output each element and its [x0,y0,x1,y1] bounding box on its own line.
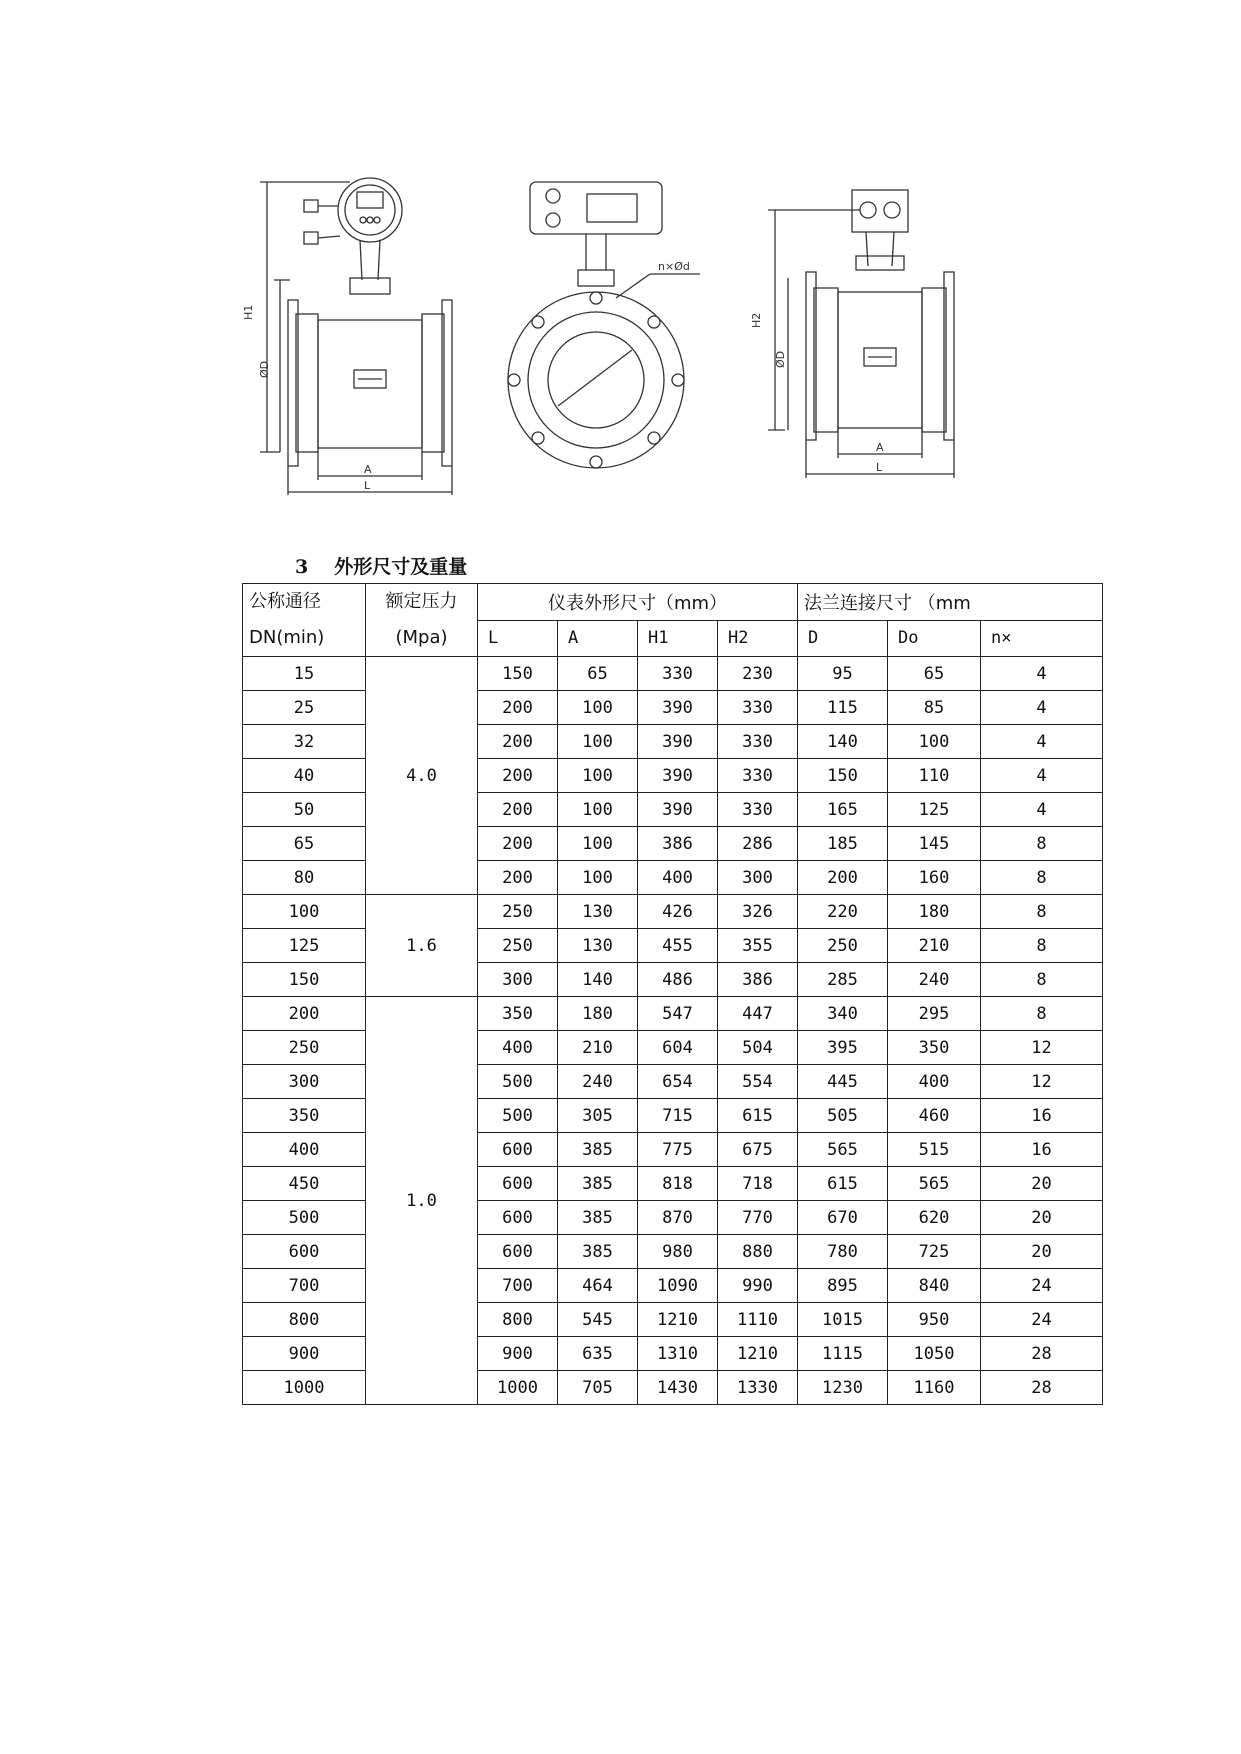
dn-cell: 125 [243,929,366,963]
value-cell: 615 [718,1099,798,1133]
value-cell: 600 [478,1133,558,1167]
value-cell: 210 [888,929,981,963]
value-cell: 300 [718,861,798,895]
a-label-2: A [876,441,884,454]
phi-d-label-2: ØD [774,350,787,368]
value-cell: 390 [638,759,718,793]
value-cell: 16 [981,1099,1103,1133]
dn-cell: 500 [243,1201,366,1235]
value-cell: 200 [478,691,558,725]
value-cell: 604 [638,1031,718,1065]
value-cell: 620 [888,1201,981,1235]
value-cell: 110 [888,759,981,793]
value-cell: 350 [888,1031,981,1065]
value-cell: 565 [798,1133,888,1167]
value-cell: 880 [718,1235,798,1269]
value-cell: 725 [888,1235,981,1269]
sub-header-cell: A [558,620,638,657]
value-cell: 28 [981,1337,1103,1371]
dn-cell: 900 [243,1337,366,1371]
dn-cell: 80 [243,861,366,895]
dn-cell: 400 [243,1133,366,1167]
value-cell: 220 [798,895,888,929]
value-cell: 1330 [718,1371,798,1405]
table-body [243,657,1103,1405]
value-cell: 1430 [638,1371,718,1405]
value-cell: 990 [718,1269,798,1303]
value-cell: 1090 [638,1269,718,1303]
value-cell: 210 [558,1031,638,1065]
value-cell: 386 [638,827,718,861]
header-pressure-cn: 额定压力 [385,591,458,612]
value-cell: 180 [558,997,638,1031]
section-title: 外形尺寸及重量 [334,556,468,578]
section-number: 3 [295,556,309,578]
value-cell: 670 [798,1201,888,1235]
value-cell: 400 [638,861,718,895]
dn-cell: 150 [243,963,366,997]
value-cell: 1110 [718,1303,798,1337]
value-cell: 330 [638,657,718,691]
value-cell: 718 [718,1167,798,1201]
dn-cell: 100 [243,895,366,929]
value-cell: 504 [718,1031,798,1065]
value-cell: 100 [888,725,981,759]
value-cell: 464 [558,1269,638,1303]
value-cell: 200 [798,861,888,895]
dn-cell: 800 [243,1303,366,1337]
value-cell: 100 [558,861,638,895]
value-cell: 350 [478,997,558,1031]
value-cell: 1230 [798,1371,888,1405]
front-view-drawing [260,178,452,495]
value-cell: 554 [718,1065,798,1099]
header-dn [243,584,366,657]
value-cell: 4 [981,725,1103,759]
table-row [243,657,1103,691]
value-cell: 447 [718,997,798,1031]
value-cell: 950 [888,1303,981,1337]
value-cell: 1210 [718,1337,798,1371]
value-cell: 185 [798,827,888,861]
value-cell: 160 [888,861,981,895]
value-cell: 100 [558,759,638,793]
value-cell: 180 [888,895,981,929]
value-cell: 395 [798,1031,888,1065]
value-cell: 4 [981,691,1103,725]
value-cell: 780 [798,1235,888,1269]
value-cell: 4 [981,657,1103,691]
value-cell: 8 [981,929,1103,963]
value-cell: 1310 [638,1337,718,1371]
h2-label: H2 [750,312,763,328]
bolt-label: n×Ød [658,260,690,273]
value-cell: 130 [558,929,638,963]
header-dn-unit: DN(min) [249,627,325,648]
value-cell: 547 [638,997,718,1031]
value-cell: 445 [798,1065,888,1099]
value-cell: 286 [718,827,798,861]
value-cell: 895 [798,1269,888,1303]
value-cell: 330 [718,759,798,793]
value-cell: 486 [638,963,718,997]
value-cell: 1015 [798,1303,888,1337]
sub-header-cell: H1 [638,620,718,657]
sub-header-cell: H2 [718,620,798,657]
value-cell: 390 [638,691,718,725]
value-cell: 545 [558,1303,638,1337]
value-cell: 600 [478,1167,558,1201]
pressure-cell: 1.0 [366,997,478,1405]
value-cell: 340 [798,997,888,1031]
l-label-2: L [876,461,883,474]
value-cell: 615 [798,1167,888,1201]
value-cell: 775 [638,1133,718,1167]
value-cell: 28 [981,1371,1103,1405]
value-cell: 800 [478,1303,558,1337]
dn-cell: 300 [243,1065,366,1099]
value-cell: 600 [478,1201,558,1235]
value-cell: 100 [558,725,638,759]
value-cell: 715 [638,1099,718,1133]
header-pressure-unit: (Mpa) [395,627,448,648]
sub-header-cell: Do [888,620,981,657]
value-cell: 150 [478,657,558,691]
value-cell: 140 [558,963,638,997]
sub-header-cell: D [798,620,888,657]
dn-cell: 200 [243,997,366,1031]
value-cell: 770 [718,1201,798,1235]
value-cell: 8 [981,861,1103,895]
value-cell: 1115 [798,1337,888,1371]
value-cell: 230 [718,657,798,691]
value-cell: 8 [981,895,1103,929]
value-cell: 100 [558,691,638,725]
value-cell: 200 [478,827,558,861]
value-cell: 125 [888,793,981,827]
remote-view-drawing [768,190,954,478]
header-meter-dims: 仪表外形尺寸（mm） [478,584,798,621]
value-cell: 385 [558,1201,638,1235]
value-cell: 818 [638,1167,718,1201]
value-cell: 65 [558,657,638,691]
value-cell: 20 [981,1167,1103,1201]
value-cell: 16 [981,1133,1103,1167]
value-cell: 980 [638,1235,718,1269]
value-cell: 455 [638,929,718,963]
value-cell: 330 [718,725,798,759]
section-heading [295,552,467,579]
value-cell: 385 [558,1235,638,1269]
sub-header-cell: n× [981,620,1103,657]
value-cell: 200 [478,793,558,827]
dimension-table [242,583,1103,1405]
value-cell: 240 [558,1065,638,1099]
value-cell: 250 [798,929,888,963]
value-cell: 200 [478,861,558,895]
value-cell: 115 [798,691,888,725]
value-cell: 240 [888,963,981,997]
value-cell: 900 [478,1337,558,1371]
dn-cell: 32 [243,725,366,759]
dn-cell: 600 [243,1235,366,1269]
value-cell: 12 [981,1065,1103,1099]
value-cell: 1050 [888,1337,981,1371]
value-cell: 165 [798,793,888,827]
value-cell: 355 [718,929,798,963]
value-cell: 840 [888,1269,981,1303]
value-cell: 400 [888,1065,981,1099]
h1-label: H1 [242,304,255,320]
value-cell: 705 [558,1371,638,1405]
value-cell: 8 [981,997,1103,1031]
flange-view-drawing [508,182,700,468]
value-cell: 870 [638,1201,718,1235]
value-cell: 250 [478,895,558,929]
value-cell: 20 [981,1235,1103,1269]
value-cell: 20 [981,1201,1103,1235]
value-cell: 24 [981,1269,1103,1303]
value-cell: 400 [478,1031,558,1065]
value-cell: 130 [558,895,638,929]
value-cell: 426 [638,895,718,929]
value-cell: 140 [798,725,888,759]
value-cell: 500 [478,1099,558,1133]
value-cell: 700 [478,1269,558,1303]
phi-d-label: ØD [258,360,271,378]
dimension-drawings [240,170,1020,510]
value-cell: 250 [478,929,558,963]
value-cell: 65 [888,657,981,691]
value-cell: 390 [638,793,718,827]
value-cell: 295 [888,997,981,1031]
value-cell: 150 [798,759,888,793]
dimension-table-container [242,583,1052,1423]
dn-cell: 40 [243,759,366,793]
value-cell: 85 [888,691,981,725]
sub-header-cell: L [478,620,558,657]
value-cell: 8 [981,827,1103,861]
value-cell: 4 [981,759,1103,793]
value-cell: 326 [718,895,798,929]
table-row [243,997,1103,1031]
dn-cell: 250 [243,1031,366,1065]
dn-cell: 450 [243,1167,366,1201]
a-label: A [364,463,372,476]
value-cell: 390 [638,725,718,759]
dn-cell: 65 [243,827,366,861]
value-cell: 285 [798,963,888,997]
table-row [243,895,1103,929]
value-cell: 385 [558,1167,638,1201]
value-cell: 565 [888,1167,981,1201]
value-cell: 330 [718,691,798,725]
value-cell: 145 [888,827,981,861]
value-cell: 305 [558,1099,638,1133]
dn-cell: 350 [243,1099,366,1133]
value-cell: 200 [478,725,558,759]
l-label: L [364,479,371,492]
value-cell: 505 [798,1099,888,1133]
value-cell: 1160 [888,1371,981,1405]
value-cell: 100 [558,827,638,861]
value-cell: 635 [558,1337,638,1371]
value-cell: 100 [558,793,638,827]
value-cell: 8 [981,963,1103,997]
value-cell: 386 [718,963,798,997]
value-cell: 500 [478,1065,558,1099]
value-cell: 200 [478,759,558,793]
value-cell: 1000 [478,1371,558,1405]
value-cell: 460 [888,1099,981,1133]
value-cell: 1210 [638,1303,718,1337]
value-cell: 300 [478,963,558,997]
value-cell: 600 [478,1235,558,1269]
value-cell: 654 [638,1065,718,1099]
value-cell: 4 [981,793,1103,827]
header-dn-cn: 公称通径 [249,591,321,612]
value-cell: 330 [718,793,798,827]
pressure-cell: 4.0 [366,657,478,895]
header-pressure [366,584,478,657]
dn-cell: 1000 [243,1371,366,1405]
value-cell: 675 [718,1133,798,1167]
dn-cell: 15 [243,657,366,691]
value-cell: 385 [558,1133,638,1167]
value-cell: 12 [981,1031,1103,1065]
value-cell: 515 [888,1133,981,1167]
value-cell: 24 [981,1303,1103,1337]
dn-cell: 25 [243,691,366,725]
value-cell: 95 [798,657,888,691]
dn-cell: 50 [243,793,366,827]
header-flange-dims: 法兰连接尺寸 （mm [798,584,1103,621]
pressure-cell: 1.6 [366,895,478,997]
dn-cell: 700 [243,1269,366,1303]
